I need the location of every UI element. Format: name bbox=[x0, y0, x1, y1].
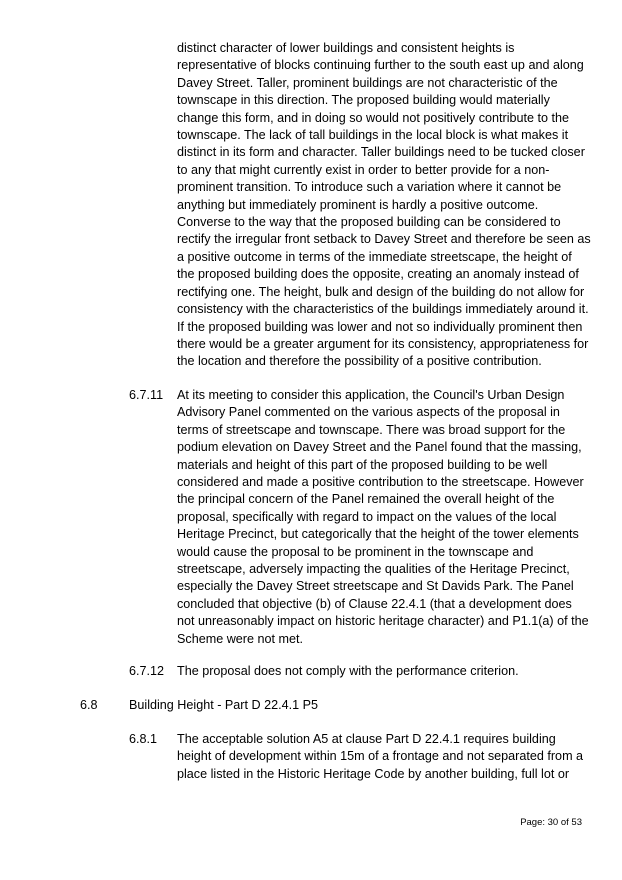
section-text-6-8-1: The acceptable solution A5 at clause Part D 22.4.1 requires building height of development within 15m of a frontage and not separated from a place listed in the Historic Heritage Code by another building, full lot or bbox=[177, 732, 584, 781]
section-number-6-8: 6.8 bbox=[80, 698, 98, 712]
section-heading-6-8: Building Height - Part D 22.4.1 P5 bbox=[129, 698, 319, 712]
section-number-6-7-11: 6.7.11 bbox=[129, 388, 164, 402]
section-text-6-7-12: The proposal does not comply with the performance criterion. bbox=[177, 664, 519, 678]
section-number-6-7-12: 6.7.12 bbox=[129, 664, 165, 678]
section-text-6-7-11: At its meeting to consider this application, the Council's Urban Design Advisory Panel commented on the various aspects of the proposal in terms of streetscape and townscape. There was broad support for the podium elevation on Davey Street and the Panel found that the massing, materials and height of this part of the proposed building to be well considered and made a positive contribution to the streetscape. However the principal concern of the Panel remained the overall height of the proposal, specifically with regard to impact on the values of the local Heritage Precinct, but categorically that the height of the tower elements would cause the proposal to be prominent in the townscape and streetscape, adversely impacting the qualities of the Heritage Precinct, especially the Davey Street streetscape and St Davids Park. The Panel concluded that objective (b) of Clause 22.4.1 (that a development does not unreasonably impact on historic heritage character) and P1.1(a) of the Scheme were not met. bbox=[177, 388, 589, 646]
paragraph-continuation: distinct character of lower buildings and consistent heights is representative of blocks continuing further to the south east up and along Davey Street. Taller, prominent buildings are not characteristic of the townscape in this direction. The proposed building would materially change this form, and in doing so would not positively contribute to the townscape. The lack of tall buildings in the local block is what makes it distinct in its form and character. Taller buildings need to be tucked closer to any that might currently exist in order to better provide for a non-prominent transition. To introduce such a variation where it cannot be anything but immediately prominent is hardly a positive outcome. Converse to the way that the proposed building can be considered to rectify the irregular front setback to Davey Street and therefore be seen as a positive outcome in terms of the immediate streetscape, the height of the proposed building does the opposite, creating an anomaly instead of rectifying one. The height, bulk and design of the building do not allow for consistency with the characteristics of the buildings immediately around it. If the proposed building was lower and not so individually prominent then there would be a greater argument for its consistency, appropriateness for the location and therefore the possibility of a positive contribution. bbox=[177, 41, 591, 369]
section-number-6-8-1: 6.8.1 bbox=[129, 732, 158, 746]
page-number: Page: 30 of 53 bbox=[520, 817, 582, 828]
